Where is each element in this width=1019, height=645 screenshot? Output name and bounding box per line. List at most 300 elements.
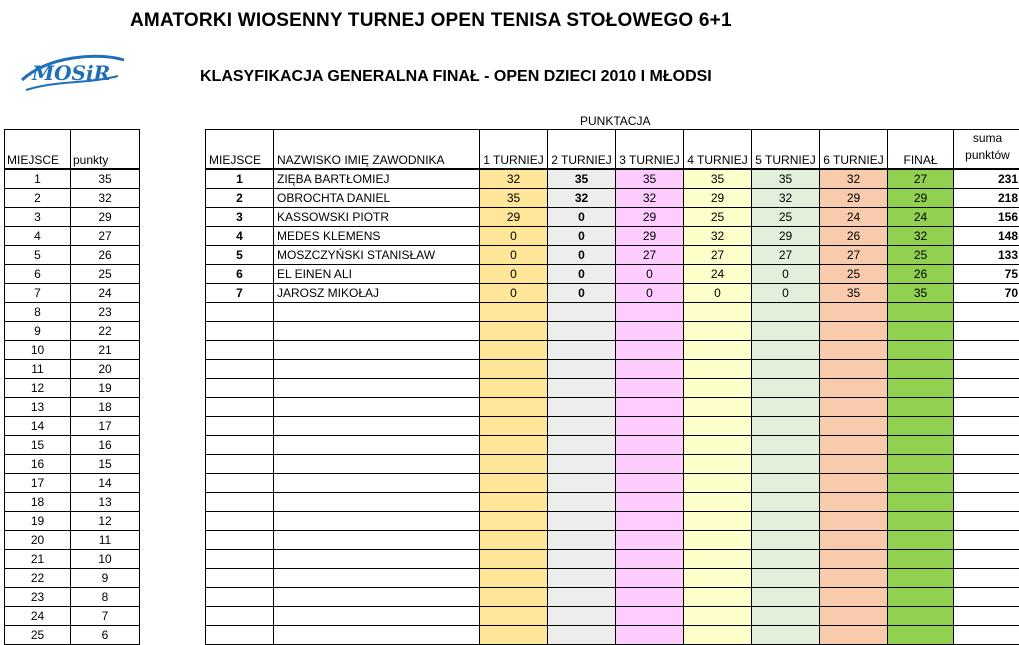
cell-t2	[548, 341, 616, 360]
header-turniej-2: 2 TURNIEJ	[548, 130, 616, 170]
scale-points-cell: 24	[71, 284, 140, 303]
points-scale-row	[5, 493, 140, 512]
empty-row	[206, 588, 1019, 607]
cell-t3	[616, 379, 684, 398]
logo-text: MOSiR	[31, 61, 110, 85]
cell-t3	[616, 341, 684, 360]
cell-final	[888, 322, 954, 341]
points-scale-row	[5, 531, 140, 550]
points-scale-row	[5, 265, 140, 284]
cell-t3: 29	[616, 208, 684, 227]
scale-place-cell: 17	[5, 474, 71, 493]
cell-t3: 27	[616, 246, 684, 265]
player-row	[206, 284, 1019, 303]
cell-name	[274, 607, 480, 626]
cell-pos	[206, 588, 274, 607]
cell-t1	[480, 550, 548, 569]
header-miejsce: MIEJSCE	[5, 130, 71, 170]
cell-t2	[548, 626, 616, 645]
cell-t5: 35	[752, 169, 820, 189]
classification-table	[205, 129, 1019, 645]
cell-pos: 5	[206, 246, 274, 265]
cell-pos	[206, 474, 274, 493]
cell-t3	[616, 531, 684, 550]
cell-final: 26	[888, 265, 954, 284]
cell-total	[954, 436, 1019, 455]
cell-t4	[684, 303, 752, 322]
scale-place-cell: 8	[5, 303, 71, 322]
cell-t6	[820, 360, 888, 379]
empty-row	[206, 341, 1019, 360]
cell-t3: 32	[616, 189, 684, 208]
cell-t2: 0	[548, 227, 616, 246]
cell-t6: 32	[820, 169, 888, 189]
cell-final: 27	[888, 169, 954, 189]
cell-t2	[548, 436, 616, 455]
empty-row	[206, 512, 1019, 531]
page-subtitle: KLASYFIKACJA GENERALNA FINAŁ - OPEN DZIECI 2010 I MŁODSI	[200, 68, 712, 86]
cell-name: JAROSZ MIKOŁAJ	[274, 284, 480, 303]
cell-t4	[684, 322, 752, 341]
cell-t6	[820, 550, 888, 569]
cell-t5	[752, 493, 820, 512]
cell-pos: 7	[206, 284, 274, 303]
cell-t2	[548, 607, 616, 626]
points-scale-table	[4, 129, 140, 645]
cell-t5: 0	[752, 265, 820, 284]
scale-place-cell: 1	[5, 169, 71, 189]
scale-points-cell: 9	[71, 569, 140, 588]
cell-t3	[616, 474, 684, 493]
cell-t6: 27	[820, 246, 888, 265]
cell-t1	[480, 512, 548, 531]
cell-total	[954, 398, 1019, 417]
cell-pos	[206, 303, 274, 322]
cell-total	[954, 493, 1019, 512]
scale-points-cell: 16	[71, 436, 140, 455]
cell-total	[954, 379, 1019, 398]
points-scale-row	[5, 189, 140, 208]
scale-place-cell: 22	[5, 569, 71, 588]
cell-t4: 29	[684, 189, 752, 208]
cell-t3	[616, 588, 684, 607]
cell-t1	[480, 569, 548, 588]
cell-pos	[206, 626, 274, 645]
points-scale-row	[5, 569, 140, 588]
cell-t4	[684, 398, 752, 417]
mosir-logo	[18, 50, 128, 98]
cell-final	[888, 474, 954, 493]
empty-row	[206, 379, 1019, 398]
cell-t1	[480, 607, 548, 626]
empty-row	[206, 436, 1019, 455]
cell-t1	[480, 303, 548, 322]
punktacja-label: PUNKTACJA	[580, 114, 650, 128]
cell-t4	[684, 436, 752, 455]
points-scale-row	[5, 474, 140, 493]
scale-points-cell: 23	[71, 303, 140, 322]
cell-t3	[616, 360, 684, 379]
cell-t6: 25	[820, 265, 888, 284]
cell-t4	[684, 455, 752, 474]
cell-total	[954, 531, 1019, 550]
page-title: AMATORKI WIOSENNY TURNEJ OPEN TENISA STOŁOWEGO 6+1	[130, 10, 732, 32]
cell-t1: 0	[480, 284, 548, 303]
cell-t5	[752, 550, 820, 569]
player-row	[206, 208, 1019, 227]
scale-place-cell: 12	[5, 379, 71, 398]
cell-t3	[616, 626, 684, 645]
cell-t6	[820, 474, 888, 493]
points-scale-row	[5, 341, 140, 360]
cell-t4	[684, 512, 752, 531]
scale-points-cell: 22	[71, 322, 140, 341]
cell-name	[274, 626, 480, 645]
cell-pos: 3	[206, 208, 274, 227]
cell-t5	[752, 436, 820, 455]
cell-final	[888, 550, 954, 569]
empty-row	[206, 626, 1019, 645]
empty-row	[206, 474, 1019, 493]
cell-t3	[616, 303, 684, 322]
empty-row	[206, 607, 1019, 626]
scale-points-cell: 18	[71, 398, 140, 417]
cell-t3	[616, 493, 684, 512]
scale-place-cell: 3	[5, 208, 71, 227]
cell-pos	[206, 493, 274, 512]
cell-t5	[752, 512, 820, 531]
empty-row	[206, 493, 1019, 512]
cell-t2	[548, 474, 616, 493]
cell-total	[954, 569, 1019, 588]
cell-pos: 1	[206, 169, 274, 189]
scale-place-cell: 9	[5, 322, 71, 341]
cell-final: 29	[888, 189, 954, 208]
cell-t2	[548, 398, 616, 417]
header-punkty: punkty	[71, 130, 140, 170]
cell-t2	[548, 360, 616, 379]
player-row	[206, 265, 1019, 284]
cell-final	[888, 588, 954, 607]
cell-t3	[616, 569, 684, 588]
cell-total	[954, 303, 1019, 322]
cell-t4: 25	[684, 208, 752, 227]
cell-t1	[480, 398, 548, 417]
empty-row	[206, 417, 1019, 436]
cell-t2	[548, 303, 616, 322]
cell-total	[954, 341, 1019, 360]
cell-total	[954, 360, 1019, 379]
cell-t1: 0	[480, 246, 548, 265]
header-suma-line1: suma	[973, 131, 1002, 145]
scale-points-cell: 17	[71, 417, 140, 436]
cell-t2: 0	[548, 208, 616, 227]
points-scale-row	[5, 588, 140, 607]
empty-row	[206, 569, 1019, 588]
cell-name: MEDES KLEMENS	[274, 227, 480, 246]
scale-place-cell: 7	[5, 284, 71, 303]
cell-total: 70	[954, 284, 1019, 303]
cell-pos	[206, 379, 274, 398]
cell-t6: 35	[820, 284, 888, 303]
cell-total	[954, 607, 1019, 626]
scale-place-cell: 6	[5, 265, 71, 284]
cell-name	[274, 512, 480, 531]
empty-row	[206, 550, 1019, 569]
cell-t6	[820, 398, 888, 417]
scale-place-cell: 25	[5, 626, 71, 645]
cell-t4	[684, 607, 752, 626]
cell-t2	[548, 493, 616, 512]
cell-total	[954, 512, 1019, 531]
cell-t5	[752, 588, 820, 607]
cell-t4	[684, 626, 752, 645]
header-turniej-6: 6 TURNIEJ	[820, 130, 888, 170]
cell-name	[274, 322, 480, 341]
cell-total	[954, 550, 1019, 569]
cell-pos	[206, 398, 274, 417]
scale-points-cell: 27	[71, 227, 140, 246]
cell-t6	[820, 455, 888, 474]
cell-t5	[752, 303, 820, 322]
cell-t2: 0	[548, 284, 616, 303]
cell-t6	[820, 588, 888, 607]
header-turniej-1: 1 TURNIEJ	[480, 130, 548, 170]
cell-total	[954, 588, 1019, 607]
points-scale-row	[5, 436, 140, 455]
points-scale-row	[5, 169, 140, 189]
cell-final	[888, 531, 954, 550]
points-scale-row	[5, 284, 140, 303]
cell-t6	[820, 417, 888, 436]
cell-name: MOSZCZYŃSKI STANISŁAW	[274, 246, 480, 265]
cell-t2	[548, 455, 616, 474]
cell-t1	[480, 322, 548, 341]
cell-t6: 29	[820, 189, 888, 208]
cell-total: 218	[954, 189, 1019, 208]
cell-t3: 29	[616, 227, 684, 246]
scale-points-cell: 13	[71, 493, 140, 512]
cell-t2	[548, 588, 616, 607]
cell-name	[274, 436, 480, 455]
cell-t5	[752, 607, 820, 626]
cell-name	[274, 569, 480, 588]
scale-points-cell: 32	[71, 189, 140, 208]
cell-name	[274, 474, 480, 493]
cell-t4: 24	[684, 265, 752, 284]
cell-t1	[480, 474, 548, 493]
cell-t5	[752, 398, 820, 417]
points-scale-row	[5, 322, 140, 341]
cell-final	[888, 379, 954, 398]
cell-name	[274, 398, 480, 417]
scale-points-cell: 11	[71, 531, 140, 550]
cell-t3	[616, 455, 684, 474]
cell-t5	[752, 626, 820, 645]
cell-t6: 24	[820, 208, 888, 227]
player-row	[206, 227, 1019, 246]
points-scale-row	[5, 626, 140, 645]
scale-points-cell: 7	[71, 607, 140, 626]
cell-pos: 2	[206, 189, 274, 208]
cell-pos	[206, 436, 274, 455]
cell-t5: 27	[752, 246, 820, 265]
cell-pos	[206, 417, 274, 436]
cell-total: 75	[954, 265, 1019, 284]
points-scale-row	[5, 417, 140, 436]
cell-t4	[684, 588, 752, 607]
cell-t1	[480, 379, 548, 398]
cell-t5	[752, 379, 820, 398]
scale-place-cell: 15	[5, 436, 71, 455]
scale-place-cell: 20	[5, 531, 71, 550]
cell-t1: 29	[480, 208, 548, 227]
cell-t2	[548, 379, 616, 398]
cell-t6	[820, 493, 888, 512]
cell-t5	[752, 531, 820, 550]
cell-t5	[752, 455, 820, 474]
cell-t1	[480, 436, 548, 455]
cell-pos	[206, 569, 274, 588]
cell-total: 156	[954, 208, 1019, 227]
scale-points-cell: 14	[71, 474, 140, 493]
cell-t5	[752, 360, 820, 379]
scale-points-cell: 6	[71, 626, 140, 645]
cell-t5	[752, 417, 820, 436]
header-final: FINAŁ	[888, 130, 954, 170]
scale-place-cell: 4	[5, 227, 71, 246]
cell-t1: 0	[480, 265, 548, 284]
cell-t4: 0	[684, 284, 752, 303]
cell-t6	[820, 322, 888, 341]
cell-t2	[548, 322, 616, 341]
cell-final	[888, 303, 954, 322]
cell-total	[954, 626, 1019, 645]
cell-total	[954, 455, 1019, 474]
cell-t6	[820, 341, 888, 360]
cell-final	[888, 569, 954, 588]
cell-final	[888, 398, 954, 417]
cell-pos	[206, 531, 274, 550]
cell-t2	[548, 531, 616, 550]
cell-t2: 0	[548, 246, 616, 265]
cell-t6	[820, 303, 888, 322]
cell-t6	[820, 569, 888, 588]
cell-name	[274, 588, 480, 607]
scale-place-cell: 14	[5, 417, 71, 436]
cell-final	[888, 512, 954, 531]
player-row	[206, 189, 1019, 208]
cell-t4	[684, 360, 752, 379]
scale-points-cell: 20	[71, 360, 140, 379]
cell-name	[274, 550, 480, 569]
points-scale-row	[5, 550, 140, 569]
scale-points-cell: 12	[71, 512, 140, 531]
cell-name: KASSOWSKI PIOTR	[274, 208, 480, 227]
empty-row	[206, 398, 1019, 417]
points-scale-row	[5, 227, 140, 246]
scale-place-cell: 2	[5, 189, 71, 208]
points-scale-header	[5, 130, 140, 170]
cell-final: 24	[888, 208, 954, 227]
cell-final: 25	[888, 246, 954, 265]
cell-pos: 6	[206, 265, 274, 284]
cell-t4	[684, 341, 752, 360]
header-turniej-5: 5 TURNIEJ	[752, 130, 820, 170]
cell-t6	[820, 379, 888, 398]
header-suma	[954, 130, 1019, 170]
cell-t2	[548, 550, 616, 569]
header-turniej-3: 3 TURNIEJ	[616, 130, 684, 170]
cell-t5	[752, 569, 820, 588]
points-scale-row	[5, 360, 140, 379]
cell-t2	[548, 417, 616, 436]
cell-t4	[684, 569, 752, 588]
cell-name	[274, 303, 480, 322]
empty-row	[206, 531, 1019, 550]
empty-row	[206, 455, 1019, 474]
cell-t6	[820, 436, 888, 455]
scale-points-cell: 25	[71, 265, 140, 284]
cell-pos: 4	[206, 227, 274, 246]
scale-points-cell: 26	[71, 246, 140, 265]
cell-name	[274, 493, 480, 512]
scale-place-cell: 11	[5, 360, 71, 379]
cell-name: OBROCHTA DANIEL	[274, 189, 480, 208]
cell-t3	[616, 436, 684, 455]
cell-t4	[684, 550, 752, 569]
cell-t6: 26	[820, 227, 888, 246]
cell-name	[274, 360, 480, 379]
cell-t6	[820, 531, 888, 550]
cell-total	[954, 322, 1019, 341]
cell-t1	[480, 360, 548, 379]
cell-t4: 27	[684, 246, 752, 265]
cell-t2	[548, 512, 616, 531]
empty-row	[206, 322, 1019, 341]
cell-total: 133	[954, 246, 1019, 265]
cell-t1	[480, 493, 548, 512]
cell-t5	[752, 322, 820, 341]
cell-t1	[480, 417, 548, 436]
cell-t1: 32	[480, 169, 548, 189]
cell-final	[888, 607, 954, 626]
cell-final	[888, 436, 954, 455]
classification-header	[206, 130, 1019, 170]
cell-pos	[206, 322, 274, 341]
cell-total: 231	[954, 169, 1019, 189]
header-miejsce: MIEJSCE	[206, 130, 274, 170]
cell-final: 32	[888, 227, 954, 246]
cell-t3	[616, 607, 684, 626]
scale-place-cell: 10	[5, 341, 71, 360]
scale-points-cell: 21	[71, 341, 140, 360]
points-scale-row	[5, 303, 140, 322]
cell-t2: 35	[548, 169, 616, 189]
cell-name	[274, 417, 480, 436]
cell-name: EL EINEN ALI	[274, 265, 480, 284]
points-scale-row	[5, 455, 140, 474]
scale-place-cell: 21	[5, 550, 71, 569]
points-scale-row	[5, 379, 140, 398]
scale-place-cell: 19	[5, 512, 71, 531]
cell-t1: 35	[480, 189, 548, 208]
cell-pos	[206, 360, 274, 379]
cell-t4	[684, 417, 752, 436]
cell-t6	[820, 626, 888, 645]
cell-t3	[616, 322, 684, 341]
cell-pos	[206, 512, 274, 531]
